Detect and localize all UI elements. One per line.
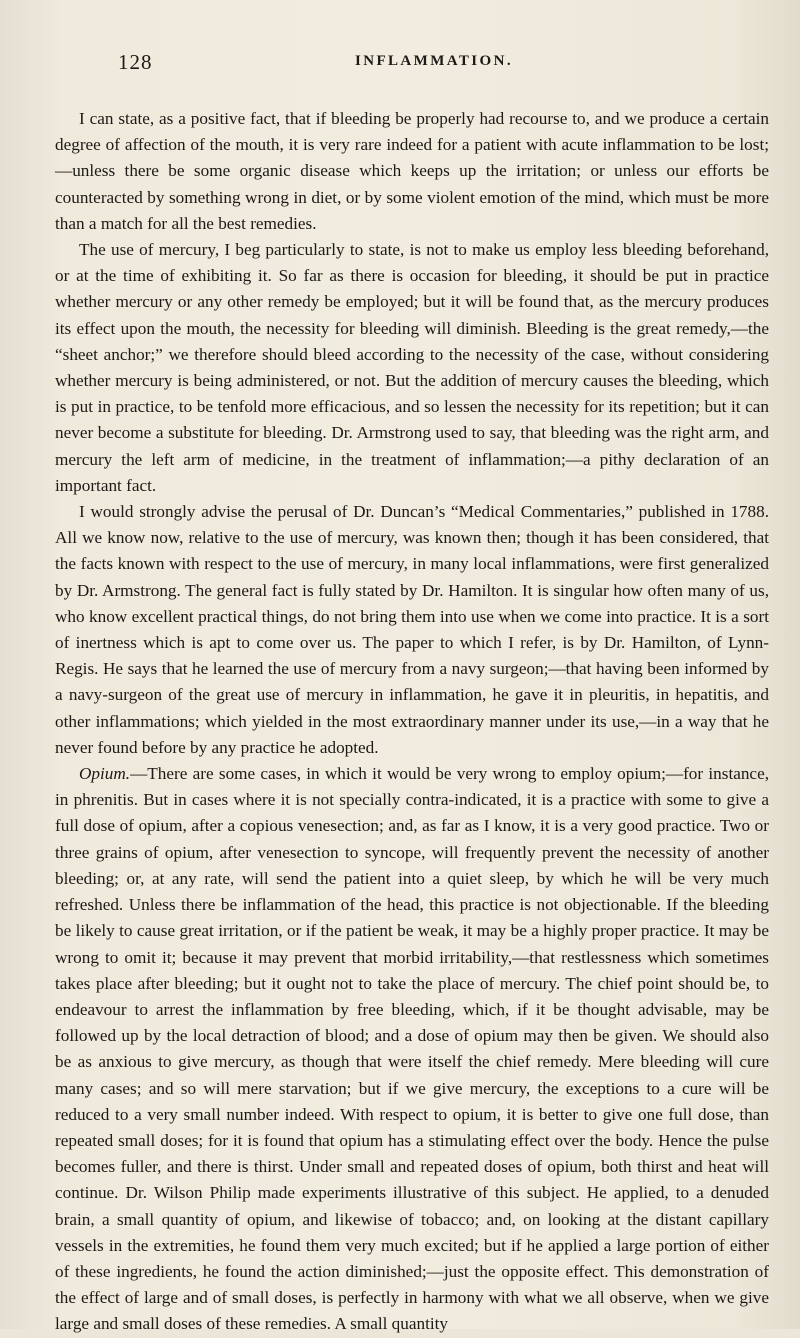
running-head <box>118 50 750 76</box>
paragraph-text: I can state, as a positive fact, that if bleeding be properly had recourse to, and we produce a certain degree of affection of the mouth, it is very rare indeed for a patient with acute inflammation to be lost;—unless there be some organic disease which keeps up the irritation; or unless our efforts be counteracted by something wrong in diet, or by some violent emotion of the mind, which must be more than a match for all the best remedies. <box>55 109 769 233</box>
paragraph-lead: Opium. <box>79 764 131 784</box>
paragraph-text: The use of mercury, I beg particularly to state, is not to make us employ less bleeding beforehand, or at the time of exhibiting it. So far as there is occasion for bleeding, it should be put in practice whether mercury or any other remedy be employed; but it will be found that, as the mercury produces its effect upon the mouth, the necessity for bleeding will diminish. Bleeding is the great remedy,—the “sheet anchor;” we therefore should bleed according to the necessity of the case, without considering whether mercury is being administered, or not. But the addition of mercury causes the bleeding, which is put in practice, to be tenfold more efficacious, and so lessen the necessity for its repetition; but it can never become a substitute for bleeding. Dr. Armstrong used to say, that bleeding was the right arm, and mercury the left arm of medicine, in the treatment of inflammation;—a pithy declaration of an important fact. <box>55 240 769 495</box>
text-body <box>55 106 769 1338</box>
paragraph <box>55 499 769 761</box>
paragraph <box>55 761 769 1337</box>
paragraph <box>55 106 769 237</box>
running-title: INFLAMMATION. <box>355 53 513 69</box>
paragraph-text: —There are some cases, in which it would be very wrong to employ opium;—for instance, in phrenitis. But in cases where it is not specially contra-indicated, it is a practice with some to give a full dose of opium, after a copious venesection; and, as far as I know, it is a very good practice. Two or three grains of opium, after venesection to syncope, will frequently prevent the necessity of another bleeding; or, at any rate, will send the patient into a quiet sleep, by which he will be very much refreshed. Unless there be inflammation of the head, this practice is not objectionable. If the bleeding be likely to cause great irritation, or if the patient be weak, it may be a highly proper practice. It may be wrong to omit it; because it may prevent that morbid irritability,—that restlessness which sometimes takes place after bleeding; but it ought not to take the place of mercury. The chief point should be, to endeavour to arrest the inflammation by free bleeding, which, if it be thought advisable, may be followed up by the local detraction of blood; and a dose of opium may then be given. We should also be as anxious to give mercury, as though that were itself the chief remedy. Mere bleeding will cure many cases; and so will mere starvation; but if we give mercury, the exceptions to a cure will be reduced to a very small number indeed. With respect to opium, it is better to give one full dose, than repeated small doses; for it is found that opium has a stimulating effect over the body. Hence the pulse becomes fuller, and there is thirst. Under small and repeated doses of opium, both thirst and heat will continue. Dr. Wilson Philip made experiments illustrative of this subject. He applied, to a denuded brain, a small quantity of opium, and likewise of tobacco; and, on looking at the distant capillary vessels in the extremities, he found them very much excited; but if he applied a large portion of either of these ingredients, he found the action diminished;—just the opposite effect. This demonstration of the effect of large and of small doses, is perfectly in harmony with what we all observe, when we give large and small doses of these remedies. A small quantity <box>55 764 769 1334</box>
paragraph-text: I would strongly advise the perusal of Dr. Duncan’s “Medical Commentaries,” published in 1788. All we know now, relative to the use of mercury, was known then; though it has been considered, that the facts known with respect to the use of mercury, in many local inflammations, were first generalized by Dr. Armstrong. The general fact is fully stated by Dr. Hamilton. It is singular how often many of us, who know excellent practical things, do not bring them into use when we come into practice. It is a sort of inertness which is apt to come over us. The paper to which I refer, is by Dr. Hamilton, of Lynn-Regis. He says that he learned the use of mercury from a navy surgeon;—that having been informed by a navy-surgeon of the great use of mercury in inflammation, he gave it in pleuritis, in hepatitis, and other inflammations; which yielded in the most extraordinary manner under its use,—in a way that he never found before by any practice he adopted. <box>55 502 769 757</box>
page-number: 128 <box>118 50 153 74</box>
paragraph <box>55 237 769 499</box>
